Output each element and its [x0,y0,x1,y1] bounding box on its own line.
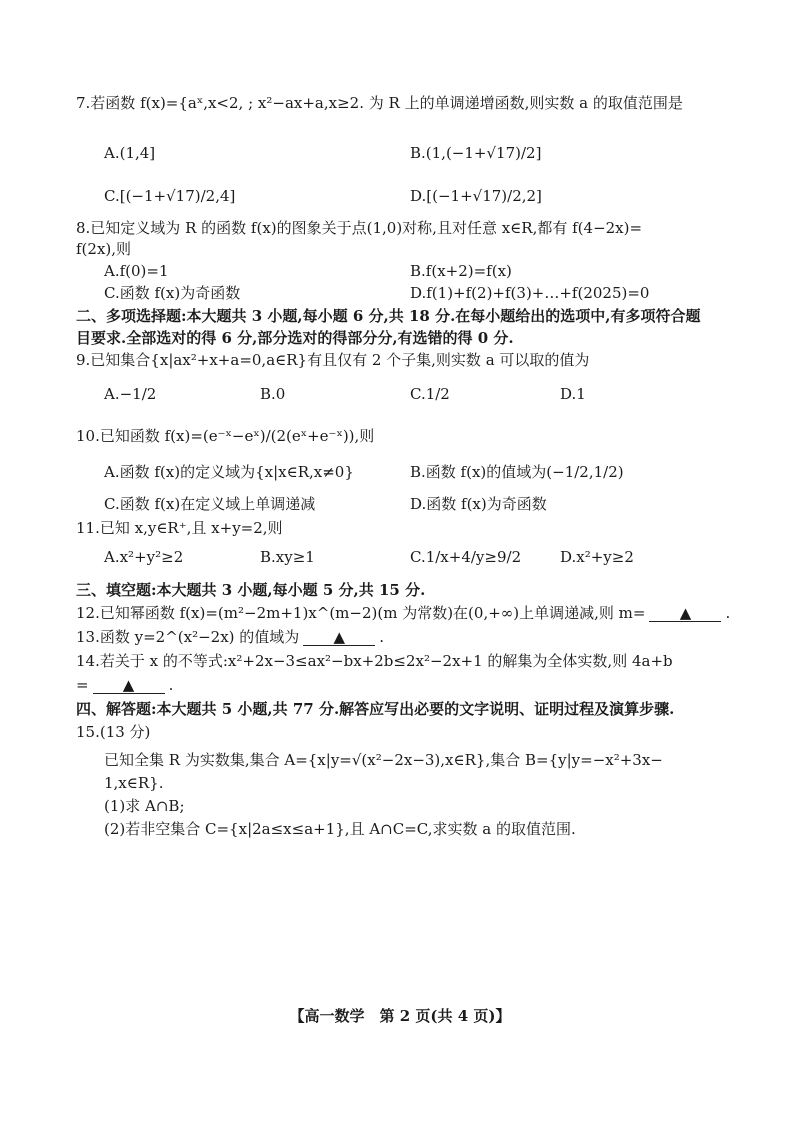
q7-option-d: D.[(−1+√17)/2,2] [410,187,542,205]
page-footer: 【高一数学 第 2 页(共 4 页)】 [289,1007,511,1025]
q10-option-d: D.函数 f(x)为奇函数 [410,495,547,513]
q10-stem: 10.已知函数 f(x)=(e⁻ˣ−eˣ)/(2(eˣ+e⁻ˣ)),则 [76,427,375,445]
q8-option-a: A.f(0)=1 [104,262,169,280]
q10-option-a: A.函数 f(x)的定义域为{x|x∈R,x≠0} [104,463,354,481]
q11-stem: 11.已知 x,y∈R⁺,且 x+y=2,则 [76,519,283,537]
q8-option-b: B.f(x+2)=f(x) [410,262,512,280]
q15-part1: (1)求 A∩B; [104,797,185,815]
q12 [76,603,730,623]
q14-answer-blank: ▲ [93,677,165,694]
q13 [76,627,384,647]
q11-option-d: D.x²+y≥2 [560,548,634,566]
q13-end: . [379,628,385,646]
q9-option-b: B.0 [260,385,286,403]
q14-line1: 14.若关于 x 的不等式:x²+2x−3≤ax²−bx+2b≤2x²−2x+1 的解集为全体实数,则 4a+b [76,652,673,670]
q9-stem: 9.已知集合{x|ax²+x+a=0,a∈R}有且仅有 2 个子集,则实数 a 可以取的值为 [76,351,590,369]
q10-option-c: C.函数 f(x)在定义域上单调递减 [104,495,316,513]
q7-stem: 7.若函数 f(x)={aˣ,x<2, ; x²−ax+a,x≥2. 为 R 上的单调递增函数,则实数 a 的取值范围是 [76,94,683,112]
q15-part2: (2)若非空集合 C={x|2a≤x≤a+1},且 A∩C=C,求实数 a 的取值范围. [104,820,576,838]
section2-heading-line1: 二、多项选择题:本大题共 3 小题,每小题 6 分,共 18 分.在每小题给出的选项中,有多项符合题 [76,307,701,325]
q13-text: 13.函数 y=2^(x²−2x) 的值域为 [76,628,300,646]
q8-option-c: C.函数 f(x)为奇函数 [104,284,241,302]
q12-text: 12.已知幂函数 f(x)=(m²−2m+1)x^(m−2)(m 为常数)在(0,+∞)上单调递减,则 m= [76,604,646,622]
section4-heading: 四、解答题:本大题共 5 小题,共 77 分.解答应写出必要的文字说明、证明过程及演算步骤. [76,700,675,718]
q9-option-a: A.−1/2 [104,385,157,403]
section3-heading: 三、填空题:本大题共 3 小题,每小题 5 分,共 15 分. [76,581,426,599]
q12-end: . [725,604,731,622]
q9-option-d: D.1 [560,385,586,403]
q8-stem-line1: 8.已知定义域为 R 的函数 f(x)的图象关于点(1,0)对称,且对任意 x∈R,都有 f(4−2x)= [76,219,643,237]
q8-option-d: D.f(1)+f(2)+f(3)+…+f(2025)=0 [410,284,650,302]
q14-line2 [76,675,173,695]
q7-option-c: C.[(−1+√17)/2,4] [104,187,236,205]
q11-option-c: C.1/x+4/y≥9/2 [410,548,522,566]
q9-option-c: C.1/2 [410,385,450,403]
q7-option-b: B.(1,(−1+√17)/2] [410,144,542,162]
q15-line2: 1,x∈R}. [104,774,164,792]
q15-header: 15.(13 分) [76,723,151,741]
q11-option-a: A.x²+y²≥2 [104,548,184,566]
q8-stem-line2: f(2x),则 [76,240,132,258]
section2-heading-line2: 目要求.全部选对的得 6 分,部分选对的得部分分,有选错的得 0 分. [76,329,514,347]
q11-option-b: B.xy≥1 [260,548,315,566]
q12-answer-blank: ▲ [649,605,721,622]
q14-end: . [168,676,174,694]
q7-option-a: A.(1,4] [104,144,156,162]
q10-option-b: B.函数 f(x)的值域为(−1/2,1/2) [410,463,624,481]
q14-equals: = [76,676,89,694]
q13-answer-blank: ▲ [303,629,375,646]
q15-line1: 已知全集 R 为实数集,集合 A={x|y=√(x²−2x−3),x∈R},集合 B={y|y=−x²+3x− [104,751,663,769]
